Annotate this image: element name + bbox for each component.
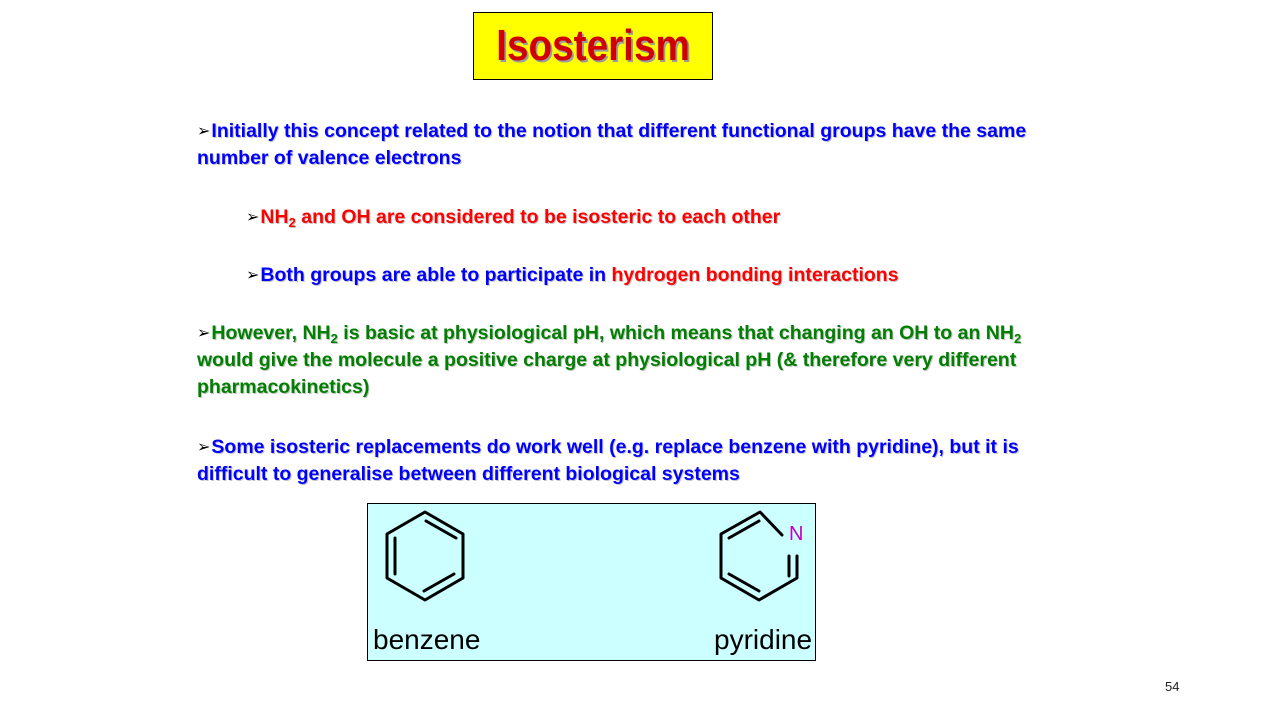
page-number: 54 <box>1165 679 1180 694</box>
bullet-text: Some isosteric replacements do work well (e.g. replace benzene with pyridine), but it is difficult to generalise between different biological systems <box>197 436 1019 485</box>
bullet-physiological-ph <box>197 320 1077 401</box>
highlight-text: hydrogen bonding interactions <box>611 264 899 286</box>
pyridine-ring-icon <box>721 512 797 600</box>
pyridine-label: pyridine <box>714 624 813 655</box>
bullet-text: is basic at physiological pH, which means that changing an OH to an NH <box>337 322 1014 344</box>
subscript: 2 <box>330 331 338 346</box>
slide-title: Isosterism <box>496 21 690 70</box>
bullet-hydrogen-bonding <box>246 262 1066 289</box>
benzene-label: benzene <box>373 624 481 655</box>
benzene-ring-icon <box>387 512 463 600</box>
subscript: 2 <box>1013 331 1022 346</box>
title-box <box>473 12 713 80</box>
bullet-nh2-oh-isosteric <box>246 204 1066 231</box>
bullet-text: Initially this concept related to the notion that different functional groups have the same number of valence electrons <box>197 120 1027 169</box>
bullet-isosteric-replacements <box>197 434 1077 488</box>
bullet-text: However, NH <box>211 322 331 344</box>
bullet-valence-electrons <box>197 118 1077 172</box>
bullet-text: would give the molecule a positive charge at physiological pH (& therefore very different pharmacokinetics) <box>197 349 1017 398</box>
arrow-bullet-icon: ➢ <box>197 121 211 140</box>
arrow-bullet-icon: ➢ <box>197 437 211 456</box>
subscript: 2 <box>288 215 296 230</box>
bullet-text: Both groups are able to participate in <box>260 264 612 286</box>
nitrogen-atom-label: N <box>789 523 804 545</box>
molecule-figure <box>367 503 816 661</box>
arrow-bullet-icon: ➢ <box>246 265 260 284</box>
bullet-text: and OH are considered to be isosteric to each other <box>295 206 781 228</box>
arrow-bullet-icon: ➢ <box>246 207 260 226</box>
arrow-bullet-icon: ➢ <box>197 323 211 342</box>
bullet-text: NH <box>260 206 289 228</box>
